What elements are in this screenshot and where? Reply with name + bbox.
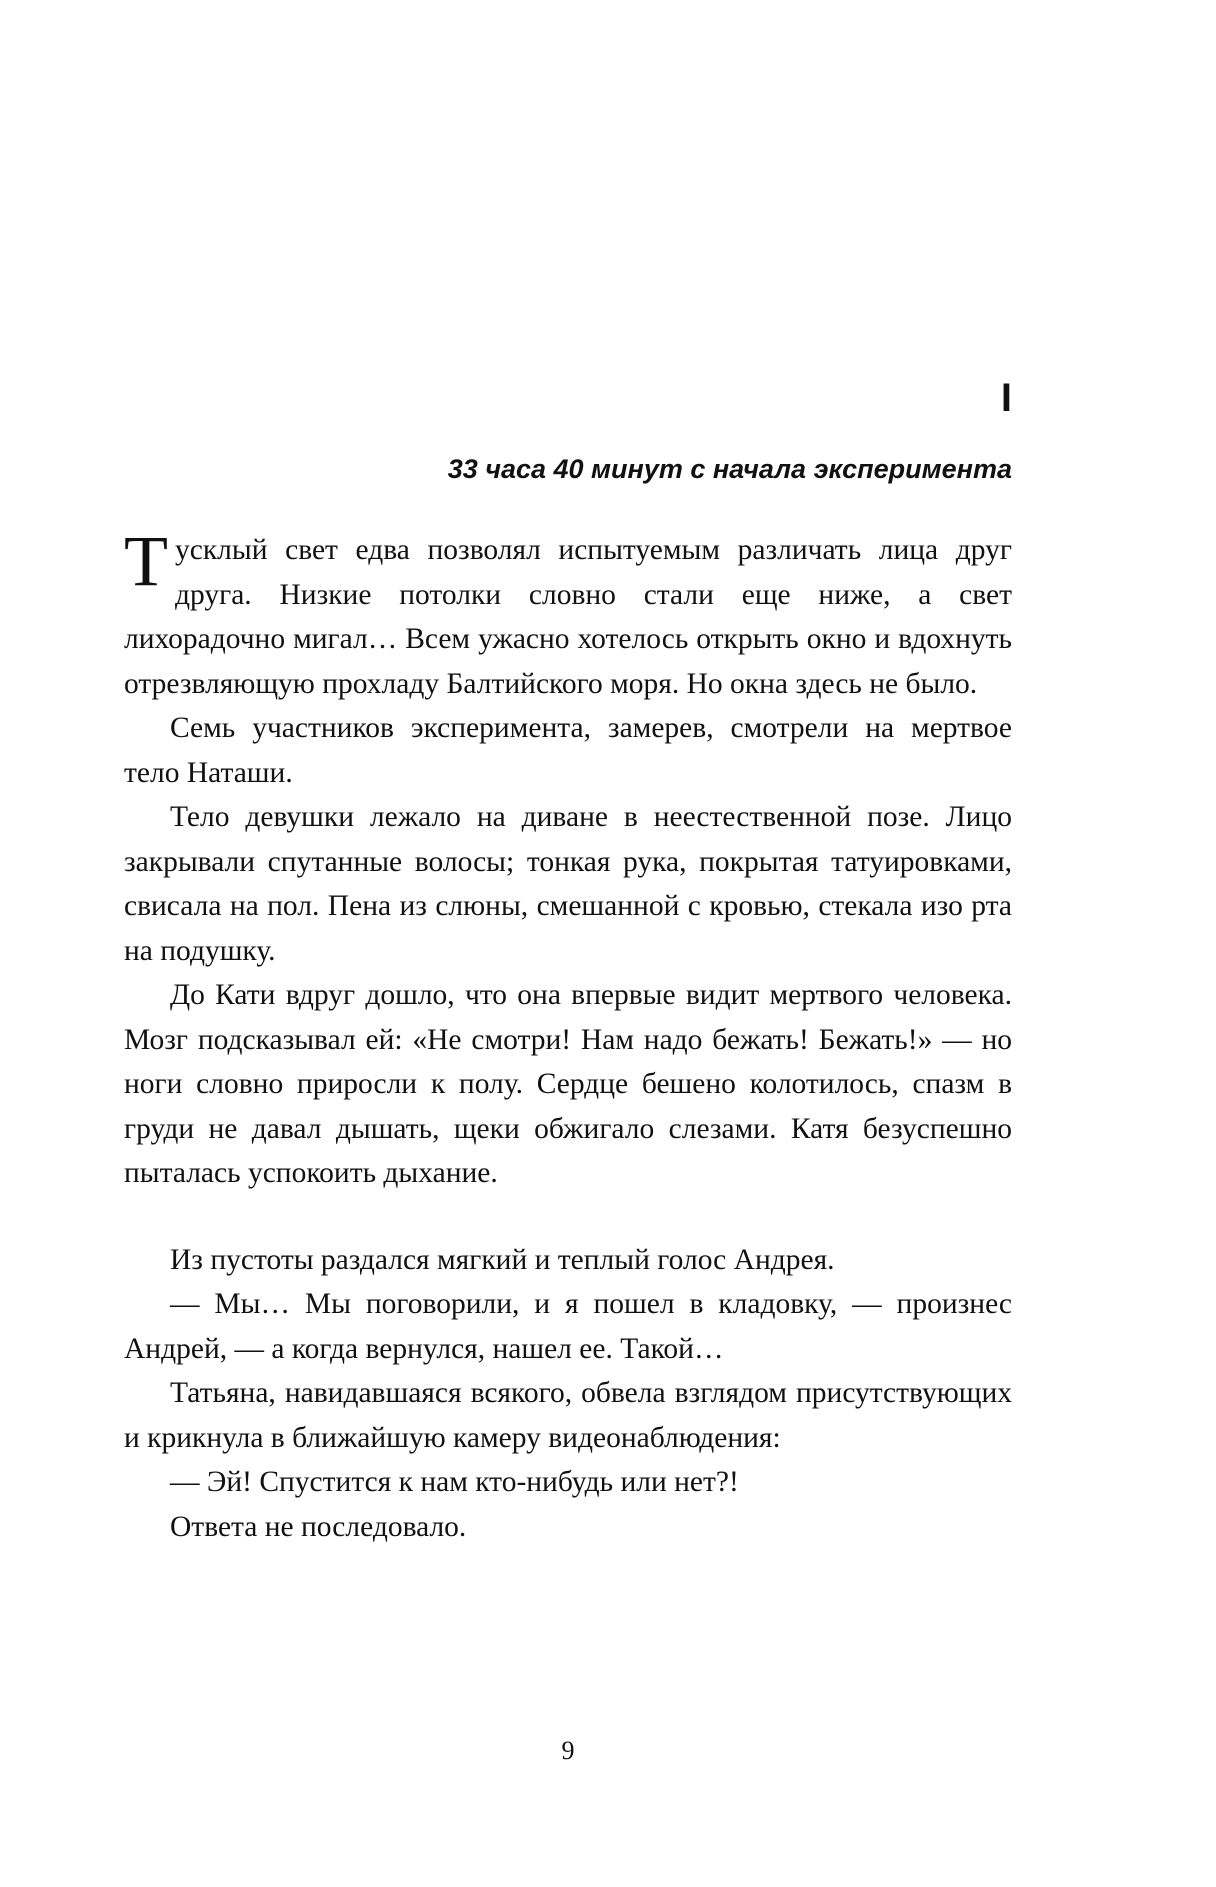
page-content [124, 0, 1012, 1887]
paragraph: Тело девушки лежало на диване в неестественной позе. Лицо закрывали спутанные волосы; тонкая рука, покрытая татуировками, свисала на пол. Пена из слюны, смешанной с кровью, стекала изо рта на подушку. [124, 801, 1012, 967]
paragraph: — Мы… Мы поговорили, и я пошел в кладовку, — произнес Андрей, — а когда вернулся, нашел ее. Такой… [124, 1288, 1012, 1365]
paragraph: — Эй! Спустится к нам кто-нибудь или нет?! [170, 1466, 739, 1498]
body-text [124, 521, 1012, 1549]
paragraph: Татьяна, навидавшаяся всякого, обвела взглядом присутствующих и крикнула в ближайшую камеру видеонаблюдения: [124, 1377, 1012, 1454]
paragraph: До Кати вдруг дошло, что она впервые видит мертвого человека. Мозг подсказывал ей: «Не смотри! Нам надо бежать! Бежать!» — но ноги словно приросли к полу. Сердце бешено колотилось, спазм в груди не давал дышать, щеки обжигало слезами. Катя безуспешно пыталась успокоить дыхание. [124, 979, 1012, 1189]
page-number: 9 [561, 1736, 575, 1765]
chapter-number: I [1000, 376, 1012, 420]
paragraph: Семь участников эксперимента, замерев, смотрели на мертвое тело Наташи. [124, 712, 1012, 789]
paragraph-spacer [124, 1196, 1012, 1238]
paragraph: Ответа не последовало. [170, 1510, 467, 1543]
chapter-subtitle: 33 часа 40 минут с начала эксперимента [447, 454, 1012, 484]
paragraph: Тусклый свет едва позволял испытуемым различать лица друг друга. Низкие потолки словно стали еще ниже, а свет лихорадочно мигал… Всем ужасно хотелось открыть окно и вдохнуть отрезвляющую прохладу Балтийского моря. Но окна здесь не было. [124, 521, 1012, 700]
paragraph: Из пустоты раздался мягкий и теплый голос Андрея. [170, 1243, 835, 1276]
